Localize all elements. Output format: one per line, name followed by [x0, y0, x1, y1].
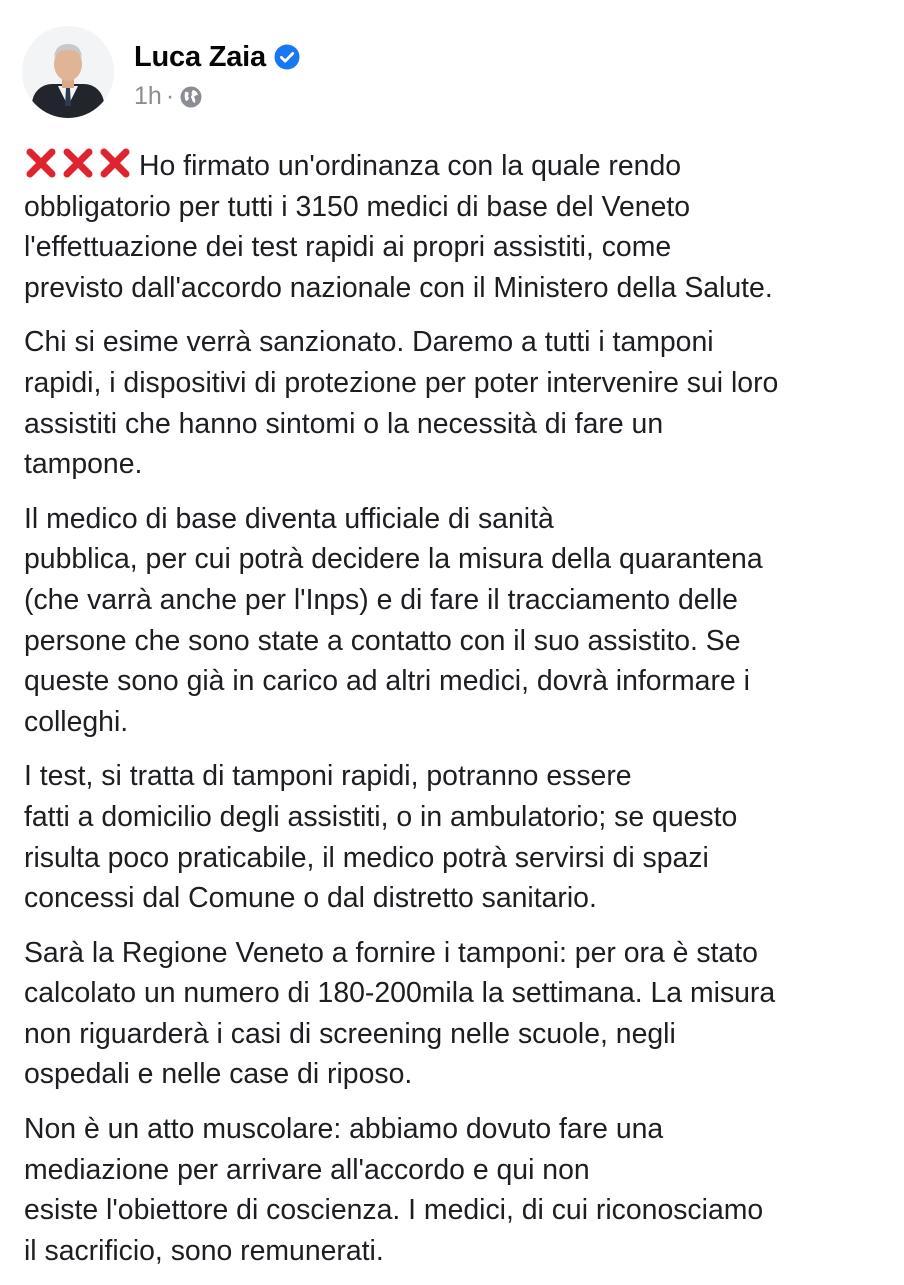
- text-line: (che varrà anche per l'Inps) e di fare il tracciamento delle: [24, 583, 738, 616]
- text-line: pubblica, per cui potrà decidere la misura della quarantena: [24, 543, 763, 576]
- post-body: [24, 146, 886, 1285]
- text-line: risulta poco praticabile, il medico potrà servirsi di spazi: [24, 841, 709, 874]
- paragraph-5: [24, 933, 886, 1095]
- verified-badge-icon: [274, 44, 300, 70]
- text-line: Sarà la Regione Veneto a fornire i tamponi: per ora è stato: [24, 936, 758, 969]
- separator-dot: ·: [165, 82, 175, 110]
- author-row: [134, 39, 300, 75]
- post-subline: [134, 82, 300, 111]
- paragraph-1: [24, 146, 886, 308]
- avatar[interactable]: [22, 26, 114, 118]
- author-name[interactable]: Luca Zaia: [134, 40, 266, 73]
- text-line: il sacrificio, sono remunerati.: [24, 1234, 384, 1267]
- text-line: persone che sono state a contatto con il suo assistito. Se: [24, 624, 741, 657]
- text-line: tampone.: [24, 448, 143, 481]
- text-line: ospedali e nelle case di riposo.: [24, 1058, 413, 1091]
- text-line: previsto dall'accordo nazionale con il Ministero della Salute.: [24, 271, 773, 304]
- post-meta: [134, 26, 300, 111]
- text-line: colleghi.: [24, 705, 129, 738]
- text-line: Non è un atto muscolare: abbiamo dovuto fare una: [24, 1113, 664, 1146]
- cross-mark-icon: [98, 146, 132, 180]
- text-line: Chi si esime verrà sanzionato. Daremo a tutti i tamponi: [24, 326, 714, 359]
- globe-icon[interactable]: [180, 86, 202, 108]
- text-line: l'effettuazione dei test rapidi ai propri assistiti, come: [24, 231, 672, 264]
- text-line: rapidi, i dispositivi di protezione per poter intervenire sui loro: [24, 366, 779, 399]
- cross-marks: [24, 146, 135, 187]
- text-line: mediazione per arrivare all'accordo e qui non: [24, 1153, 590, 1186]
- text-line: obbligatorio per tutti i 3150 medici di base del Veneto: [24, 190, 691, 223]
- post-header: [22, 26, 300, 118]
- text-line-content: Ho firmato un'ordinanza con la quale rendo: [139, 150, 682, 182]
- timestamp[interactable]: 1h: [134, 82, 162, 110]
- text-line: Il medico di base diventa ufficiale di sanità: [24, 502, 554, 535]
- cross-mark-icon: [61, 146, 95, 180]
- cross-mark-icon: [24, 146, 58, 180]
- text-line: fatti a domicilio degli assistiti, o in ambulatorio; se questo: [24, 800, 738, 833]
- paragraph-4: [24, 756, 886, 918]
- text-line: assistiti che hanno sintomi o la necessità di fare un: [24, 407, 664, 440]
- text-line: I test, si tratta di tamponi rapidi, potranno essere: [24, 760, 632, 793]
- text-line: [24, 146, 886, 187]
- text-line: queste sono già in carico ad altri medici, dovrà informare i: [24, 665, 750, 698]
- profile-photo: [22, 26, 114, 118]
- text-line: concessi dal Comune o dal distretto sanitario.: [24, 882, 597, 915]
- paragraph-3: [24, 499, 886, 743]
- text-line: esiste l'obiettore di coscienza. I medici, di cui riconosciamo: [24, 1194, 764, 1227]
- paragraph-2: [24, 322, 886, 484]
- text-line: calcolato un numero di 180-200mila la settimana. La misura: [24, 977, 776, 1010]
- paragraph-6: [24, 1109, 886, 1271]
- text-line: non riguarderà i casi di screening nelle scuole, negli: [24, 1017, 676, 1050]
